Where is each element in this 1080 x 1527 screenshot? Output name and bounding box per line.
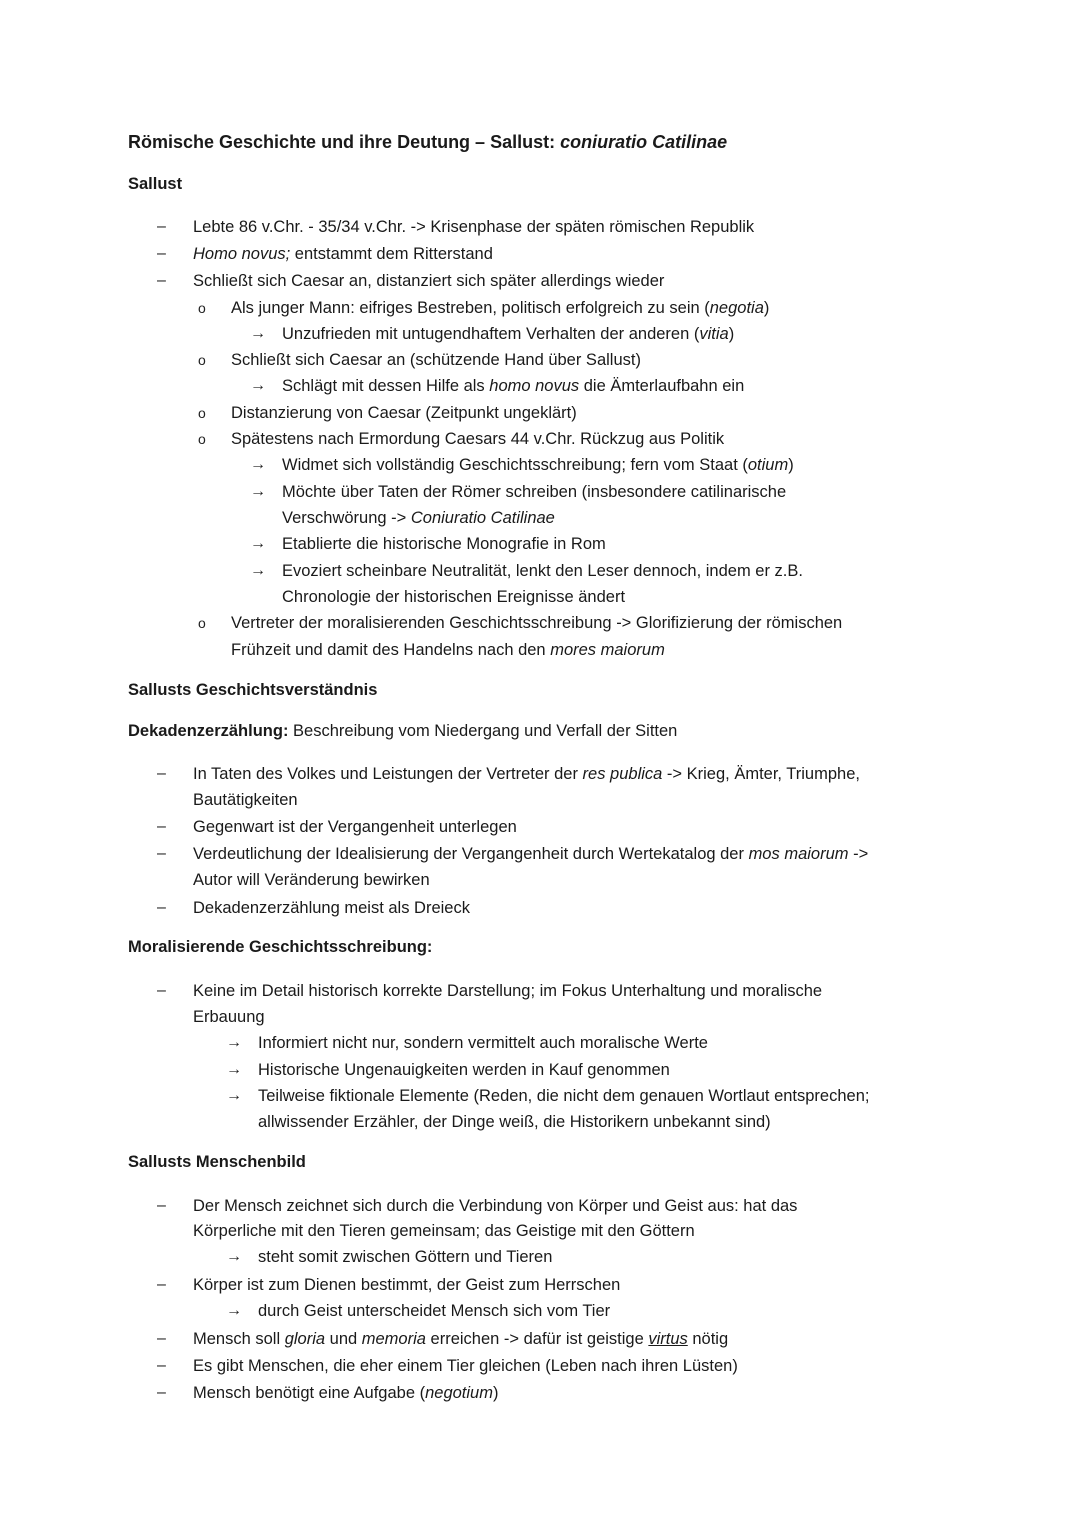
list-item: Keine im Detail historisch korrekte Darstellung; im Fokus Unterhaltung und moralische xyxy=(193,982,823,1000)
arrow-icon: → xyxy=(250,456,266,473)
section-heading-dekadenz: Dekadenzerzählung: Beschreibung vom Niedergang und Verfall der Sitten xyxy=(128,722,678,740)
list-item: Evoziert scheinbare Neutralität, lenkt den Leser dennoch, indem er z.B. xyxy=(282,562,803,580)
list-item: Körper ist zum Dienen bestimmt, der Geist zum Herrschen xyxy=(193,1276,621,1294)
list-item-continuation: allwissender Erzähler, der Dinge weiß, die Historikern unbekannt sind) xyxy=(258,1113,771,1131)
bullet-dash: – xyxy=(157,899,166,916)
list-item: Es gibt Menschen, die eher einem Tier gleichen (Leben nach ihren Lüsten) xyxy=(193,1357,738,1375)
section-heading-verstaendnis: Sallusts Geschichtsverständnis xyxy=(128,681,378,699)
list-item: Spätestens nach Ermordung Caesars 44 v.Chr. Rückzug aus Politik xyxy=(231,430,725,448)
list-item: Schlägt mit dessen Hilfe als homo novus die Ämterlaufbahn ein xyxy=(282,377,745,395)
bullet-dash: – xyxy=(157,272,166,289)
list-item: steht somit zwischen Göttern und Tieren xyxy=(258,1248,553,1266)
arrow-icon: → xyxy=(226,1034,242,1051)
list-item: Widmet sich vollständig Geschichtsschreibung; fern vom Staat (otium) xyxy=(282,456,794,474)
bullet-circle: o xyxy=(198,300,206,316)
list-item: Historische Ungenauigkeiten werden in Kauf genommen xyxy=(258,1061,670,1079)
bullet-dash: – xyxy=(157,1357,166,1374)
list-item: durch Geist unterscheidet Mensch sich vom Tier xyxy=(258,1302,611,1320)
list-item: Gegenwart ist der Vergangenheit unterlegen xyxy=(193,818,517,836)
list-item: Teilweise fiktionale Elemente (Reden, die nicht dem genauen Wortlaut entsprechen; xyxy=(258,1087,870,1105)
list-item: Homo novus; entstammt dem Ritterstand xyxy=(193,245,493,263)
list-item: Als junger Mann: eifriges Bestreben, politisch erfolgreich zu sein (negotia) xyxy=(231,299,770,317)
list-item-continuation: Verschwörung -> Coniuratio Catilinae xyxy=(282,509,555,527)
list-item-continuation: Chronologie der historischen Ereignisse ändert xyxy=(282,588,626,606)
list-item: Schließt sich Caesar an, distanziert sich später allerdings wieder xyxy=(193,272,665,290)
list-item: Mensch benötigt eine Aufgabe (negotium) xyxy=(193,1384,499,1402)
list-item-continuation: Körperliche mit den Tieren gemeinsam; das Geistige mit den Göttern xyxy=(193,1222,695,1240)
list-item-continuation: Bautätigkeiten xyxy=(193,791,298,809)
list-item: Informiert nicht nur, sondern vermittelt auch moralische Werte xyxy=(258,1034,708,1052)
list-item: Schließt sich Caesar an (schützende Hand über Sallust) xyxy=(231,351,641,369)
bullet-dash: – xyxy=(157,845,166,862)
arrow-icon: → xyxy=(226,1248,242,1265)
arrow-icon: → xyxy=(250,483,266,500)
list-item: Lebte 86 v.Chr. - 35/34 v.Chr. -> Krisenphase der späten römischen Republik xyxy=(193,218,755,236)
list-item: Dekadenzerzählung meist als Dreieck xyxy=(193,899,470,917)
section-heading-moral: Moralisierende Geschichtsschreibung: xyxy=(128,938,433,956)
list-item: In Taten des Volkes und Leistungen der Vertreter der res publica -> Krieg, Ämter, Triumphe, xyxy=(193,765,860,783)
bullet-dash: – xyxy=(157,1197,166,1214)
list-item: Distanzierung von Caesar (Zeitpunkt ungeklärt) xyxy=(231,404,577,422)
section-heading-sallust: Sallust xyxy=(128,175,183,193)
list-item: Der Mensch zeichnet sich durch die Verbindung von Körper und Geist aus: hat das xyxy=(193,1197,798,1215)
bullet-dash: – xyxy=(157,1330,166,1347)
arrow-icon: → xyxy=(226,1302,242,1319)
bullet-dash: – xyxy=(157,1276,166,1293)
arrow-icon: → xyxy=(250,562,266,579)
arrow-icon: → xyxy=(226,1087,242,1104)
arrow-icon: → xyxy=(250,377,266,394)
list-item: Möchte über Taten der Römer schreiben (insbesondere catilinarische xyxy=(282,483,787,501)
arrow-icon: → xyxy=(226,1061,242,1078)
bullet-circle: o xyxy=(198,431,206,447)
arrow-icon: → xyxy=(250,325,266,342)
list-item: Mensch soll gloria und memoria erreichen -> dafür ist geistige virtus nötig xyxy=(193,1330,729,1348)
bullet-dash: – xyxy=(157,765,166,782)
bullet-dash: – xyxy=(157,1384,166,1401)
bullet-dash: – xyxy=(157,245,166,262)
bullet-circle: o xyxy=(198,405,206,421)
bullet-dash: – xyxy=(157,818,166,835)
list-item: Verdeutlichung der Idealisierung der Vergangenheit durch Wertekatalog der mos maiorum -> xyxy=(193,845,869,863)
title-italic: coniuratio Catilinae xyxy=(560,132,728,152)
list-item-continuation: Erbauung xyxy=(193,1008,265,1026)
list-item-continuation: Frühzeit und damit des Handelns nach den mores maiorum xyxy=(231,641,665,659)
arrow-icon: → xyxy=(250,535,266,552)
bullet-dash: – xyxy=(157,982,166,999)
list-item: Etablierte die historische Monografie in Rom xyxy=(282,535,606,553)
bullet-circle: o xyxy=(198,352,206,368)
document-title xyxy=(128,132,727,153)
list-item: Vertreter der moralisierenden Geschichtsschreibung -> Glorifizierung der römischen xyxy=(231,614,843,632)
list-item-continuation: Autor will Veränderung bewirken xyxy=(193,871,430,889)
bullet-circle: o xyxy=(198,615,206,631)
title-text: Römische Geschichte und ihre Deutung – Sallust: xyxy=(128,132,561,152)
bullet-dash: – xyxy=(157,218,166,235)
list-item: Unzufrieden mit untugendhaftem Verhalten der anderen (vitia) xyxy=(282,325,735,343)
section-heading-menschenbild: Sallusts Menschenbild xyxy=(128,1153,306,1171)
